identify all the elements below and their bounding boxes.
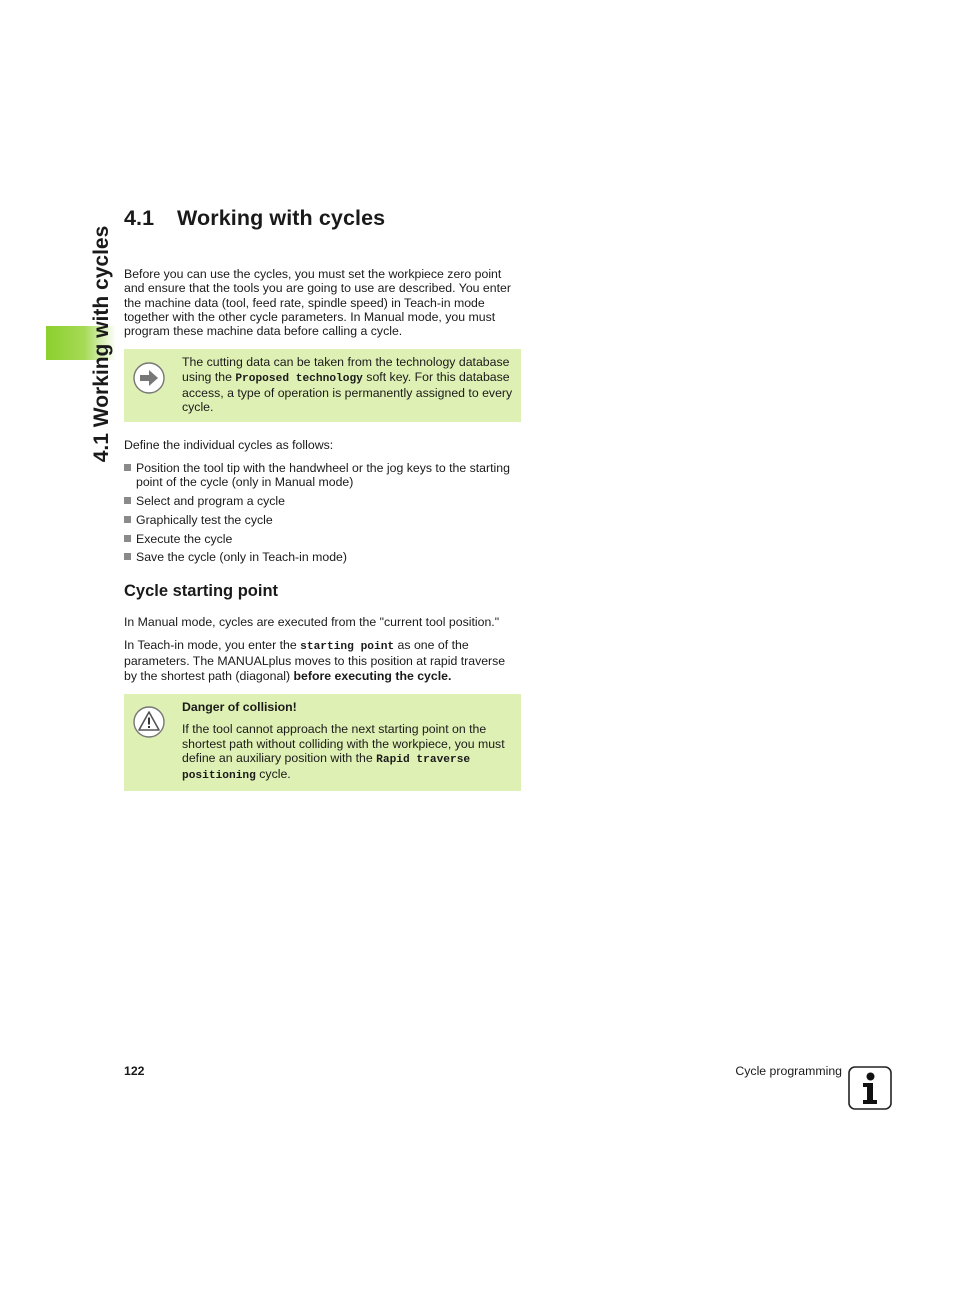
manual-mode-paragraph: In Manual mode, cycles are executed from the "current tool position." <box>124 614 500 629</box>
warning-text: If the tool cannot approach the next starting point on the shortest path without colliding with the workpiece, you must define an auxiliary position with the Rapid traverse positioning cycle. <box>182 722 505 783</box>
page-number: 122 <box>124 1064 145 1078</box>
warning-triangle-icon <box>133 706 165 738</box>
intro-paragraph: Before you can use the cycles, you must set the workpiece zero point and ensure that the tools you are going to use are described. You enter the machine data (tool, feed rate, spindle speed) in Teach-in mode together with the other cycle parameters. In Manual mode, you must program these machine data before calling a cycle. <box>124 267 511 339</box>
collision-warning <box>124 694 521 791</box>
steps-list <box>124 461 521 565</box>
subheading: Cycle starting point <box>124 581 279 600</box>
list-item: Graphically test the cycle <box>124 513 521 527</box>
technology-note-text: The cutting data can be taken from the technology database using the Proposed technology soft key. For this database access, a type of operation is permanently assigned to every cycle. <box>182 355 513 415</box>
list-item: Save the cycle (only in Teach-in mode) <box>124 550 521 564</box>
page-content <box>124 206 521 791</box>
softkey-rapid-traverse: Rapid traverse positioning <box>182 753 471 783</box>
bullet-square-icon <box>124 497 131 504</box>
chapter-side-title: 4.1 Working with cycles <box>90 225 113 463</box>
list-item: Position the tool tip with the handwheel or the jog keys to the starting point of the cycle (only in Manual mode) <box>124 461 521 490</box>
bullet-square-icon <box>124 464 131 471</box>
list-item: Select and program a cycle <box>124 494 521 508</box>
info-icon <box>848 1066 892 1110</box>
list-item: Execute the cycle <box>124 532 521 546</box>
bullet-square-icon <box>124 516 131 523</box>
section-heading <box>124 206 521 231</box>
section-title: Working with cycles <box>177 206 386 230</box>
define-intro: Define the individual cycles as follows: <box>124 437 334 452</box>
param-starting-point: starting point <box>300 641 395 654</box>
technology-note <box>124 349 521 421</box>
softkey-proposed-technology: Proposed technology <box>235 372 363 385</box>
teach-in-paragraph: In Teach-in mode, you enter the starting point as one of the parameters. The MANUALplus moves to this position at rapid traverse by the shortest path (diagonal) before executing the cycle. <box>124 638 506 683</box>
section-number: 4.1 <box>124 206 155 230</box>
footer-section-title: Cycle programming <box>735 1064 842 1078</box>
bullet-square-icon <box>124 535 131 542</box>
bullet-square-icon <box>124 553 131 560</box>
warning-title: Danger of collision! <box>182 699 297 714</box>
arrow-right-icon <box>133 362 165 394</box>
